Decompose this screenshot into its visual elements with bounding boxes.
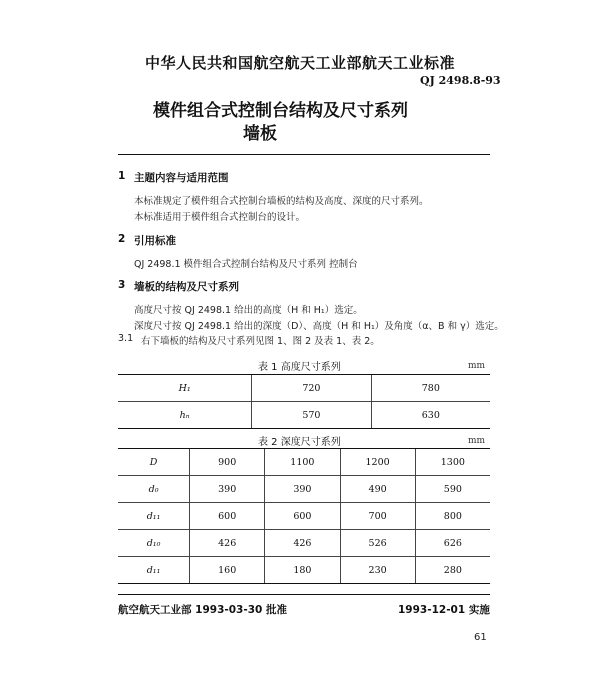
- table-row: [118, 530, 490, 557]
- table-2-row-label: d₁₁: [118, 557, 190, 584]
- table-1-cell: 720: [252, 375, 371, 402]
- table-2-row-label: d₁₁: [118, 503, 190, 530]
- section-3-paragraph-2: 深度尺寸按 QJ 2498.1 给出的深度（D）、高度（H 和 H₁）及角度（α、B 和 γ）选定。: [134, 321, 504, 332]
- section-2-heading: 引用标准: [134, 235, 176, 247]
- table-1-cell: 570: [252, 402, 371, 429]
- table-1-row-label: H₁: [118, 375, 252, 402]
- table-2-cell: 700: [340, 503, 415, 530]
- table-2-cell: 490: [340, 476, 415, 503]
- table-2-row-label: d₀: [118, 476, 190, 503]
- table-row: [118, 476, 490, 503]
- table-1-row-label: hₙ: [118, 402, 252, 429]
- table-2-cell: 600: [265, 503, 340, 530]
- table-2-cell: 626: [415, 530, 490, 557]
- document-title: 模件组合式控制台结构及尺寸系列: [153, 101, 408, 121]
- table-2-cell: 160: [190, 557, 265, 584]
- table-2-cell: 426: [265, 530, 340, 557]
- table-2-cell: 590: [415, 476, 490, 503]
- implementation-date: 1993-12-01 实施: [398, 604, 490, 616]
- table-2-cell: 390: [190, 476, 265, 503]
- table-row: [118, 402, 490, 429]
- table-1-height-series: [118, 374, 490, 429]
- table-1-cell: 780: [371, 375, 490, 402]
- section-1-paragraph-2: 本标准适用于模件组合式控制台的设计。: [134, 212, 306, 223]
- approval-statement: 航空航天工业部 1993-03-30 批准: [118, 604, 287, 616]
- table-1-cell: 630: [371, 402, 490, 429]
- section-3-heading: 墙板的结构及尺寸系列: [134, 281, 239, 293]
- header-divider: [118, 154, 490, 155]
- table-2-cell: 280: [415, 557, 490, 584]
- standard-number: QJ 2498.8-93: [420, 74, 501, 87]
- table-2-row-label: D: [118, 449, 190, 476]
- table-1-caption: 表 1 高度尺寸系列: [258, 362, 341, 373]
- page-number: 61: [474, 632, 487, 643]
- section-3-number: 3: [118, 279, 126, 291]
- document-subtitle: 墙板: [243, 124, 277, 144]
- footer-divider: [118, 594, 490, 595]
- table-row: [118, 557, 490, 584]
- table-row: [118, 503, 490, 530]
- table-1-unit: mm: [468, 361, 486, 371]
- table-2-cell: 1300: [415, 449, 490, 476]
- section-1-number: 1: [118, 170, 126, 182]
- table-2-row-label: d₁₀: [118, 530, 190, 557]
- issuing-authority: 中华人民共和国航空航天工业部航天工业标准: [145, 54, 456, 72]
- subsection-3-1-text: 右下墙板的结构及尺寸系列见图 1、图 2 及表 1、表 2。: [141, 336, 380, 347]
- table-row: [118, 375, 490, 402]
- table-2-cell: 900: [190, 449, 265, 476]
- table-2-cell: 426: [190, 530, 265, 557]
- table-2-depth-series: [118, 448, 490, 584]
- table-2-cell: 600: [190, 503, 265, 530]
- section-1-paragraph-1: 本标准规定了模件组合式控制台墙板的结构及高度、深度的尺寸系列。: [134, 196, 429, 207]
- table-2-cell: 390: [265, 476, 340, 503]
- table-2-cell: 230: [340, 557, 415, 584]
- table-2-cell: 526: [340, 530, 415, 557]
- table-2-cell: 800: [415, 503, 490, 530]
- table-2-cell: 180: [265, 557, 340, 584]
- section-1-heading: 主题内容与适用范围: [134, 172, 229, 184]
- table-2-cell: 1100: [265, 449, 340, 476]
- table-2-caption: 表 2 深度尺寸系列: [258, 437, 341, 448]
- table-2-cell: 1200: [340, 449, 415, 476]
- table-2-unit: mm: [468, 436, 486, 446]
- section-3-paragraph-1: 高度尺寸按 QJ 2498.1 给出的高度（H 和 H₁）选定。: [134, 305, 363, 316]
- section-2-paragraph-1: QJ 2498.1 模件组合式控制台结构及尺寸系列 控制台: [134, 259, 358, 270]
- table-row: [118, 449, 490, 476]
- subsection-3-1-number: 3.1: [118, 333, 134, 344]
- section-2-number: 2: [118, 233, 126, 245]
